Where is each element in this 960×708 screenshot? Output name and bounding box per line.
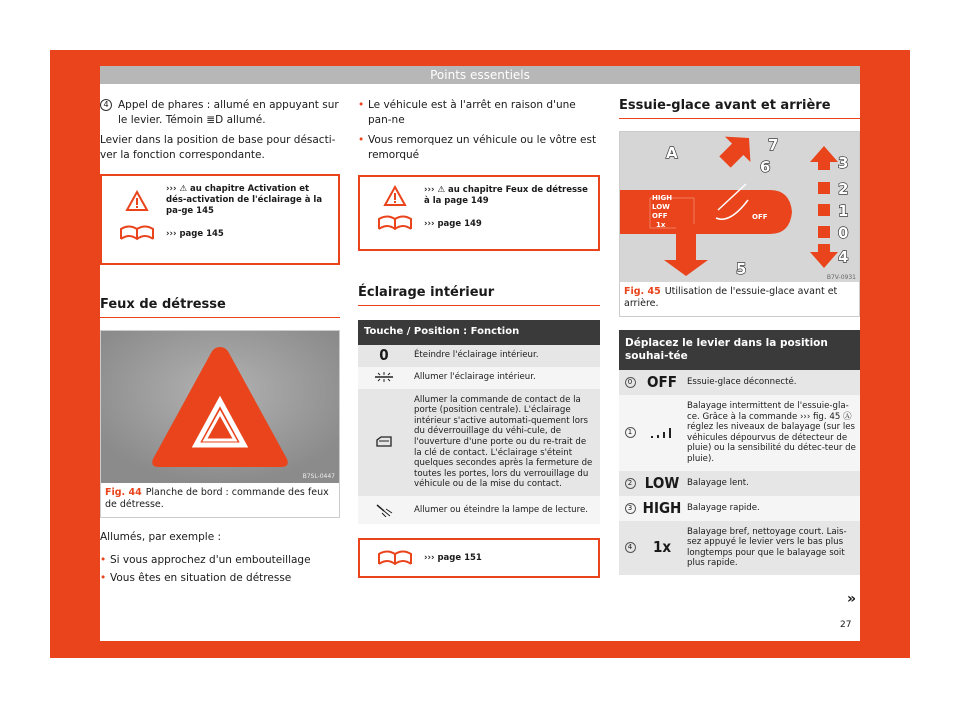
reference-box xyxy=(358,538,600,578)
section-title: Feux de détresse xyxy=(100,297,340,318)
row-number: 4 xyxy=(619,521,641,575)
table-cell: Essuie-glace déconnecté. xyxy=(683,370,860,395)
table-row xyxy=(358,389,600,496)
high-icon: HIGH xyxy=(641,496,683,521)
page-header: Points essentiels xyxy=(100,66,860,84)
table-row xyxy=(619,395,860,471)
book-row xyxy=(366,213,592,235)
fig-caption-text: Planche de bord : commande des feux de détresse. xyxy=(105,487,329,510)
fig-lever-text: 1x xyxy=(656,221,666,229)
book-icon xyxy=(366,548,424,570)
page-number: 27 xyxy=(840,620,852,630)
table-row xyxy=(619,370,860,395)
book-row xyxy=(366,548,592,570)
table-row xyxy=(358,367,600,389)
table-cell: Éteindre l'éclairage intérieur. xyxy=(410,345,600,367)
table-cell: Allumer l'éclairage intérieur. xyxy=(410,367,600,389)
table-cell: Balayage bref, nettoyage court. Lais-sez appuyé le levier vers le bas plus longtemps pour que le balayage soit plus rapide. xyxy=(683,521,860,575)
book-row xyxy=(108,223,332,245)
book-icon xyxy=(366,213,424,235)
column-2 xyxy=(358,98,600,578)
fig-label: 0 xyxy=(838,224,849,242)
fig-code: B7V-0931 xyxy=(826,274,856,281)
fig-caption-text: Utilisation de l'essuie-glace avant et arrière. xyxy=(624,286,838,309)
fig-number: Fig. 44 xyxy=(105,487,142,498)
column-1 xyxy=(100,98,340,586)
wiper-figure xyxy=(620,132,859,282)
fig-label: 4 xyxy=(838,248,849,266)
continue-marker: » xyxy=(847,591,857,607)
fig-label: 6 xyxy=(760,158,771,176)
table-row xyxy=(619,496,860,521)
bullet-list xyxy=(358,98,600,163)
table-cell: Allumer ou éteindre la lampe de lecture. xyxy=(410,496,600,524)
row-number: 1 xyxy=(619,395,641,471)
fig-label: A xyxy=(666,144,678,162)
figure-45 xyxy=(619,131,860,317)
fig-code: B7SL-0447 xyxy=(302,473,335,480)
item-4 xyxy=(100,98,340,127)
fig-label: 5 xyxy=(736,260,747,278)
warning-box xyxy=(100,174,340,265)
door-icon xyxy=(358,389,410,496)
table-header: Déplacez le levier dans la position souhai-tée xyxy=(619,330,860,370)
column-3 xyxy=(619,98,860,575)
wiper-table xyxy=(619,330,860,575)
fig-label: 3 xyxy=(838,154,849,172)
row-number: 0 xyxy=(619,370,641,395)
examples-intro: Allumés, par exemple : xyxy=(100,531,222,543)
bullet-list xyxy=(100,553,340,586)
row-number: 2 xyxy=(619,471,641,496)
section-title: Éclairage intérieur xyxy=(358,285,600,306)
table-row xyxy=(358,345,600,367)
table-row xyxy=(619,521,860,575)
interval-icon xyxy=(641,395,683,471)
book-icon xyxy=(108,223,166,245)
item-number: 4 xyxy=(100,99,112,111)
fig-lever-text: OFF xyxy=(652,212,668,220)
fig-lever-text: HIGH xyxy=(652,194,673,202)
warning-triangle-icon xyxy=(366,185,424,207)
item-4-text: Appel de phares : allumé en appuyant sur le levier. Témoin ≣D allumé. xyxy=(118,99,339,126)
fig-label: 7 xyxy=(768,136,779,154)
fig-lever-text: OFF xyxy=(752,213,768,221)
fig-number: Fig. 45 xyxy=(624,286,661,297)
fig-label: 1 xyxy=(838,202,849,220)
fig-label: 2 xyxy=(838,180,849,198)
table-cell: Allumer la commande de contact de la porte (position centrale). L'éclairage intérieur s'active automati-quement lors du déverrouillage du véhi-cule, de l'ouverture d'une porte ou du re-trait de la clé de contact. L'éclairage s'éteint quelques secondes après la fermeture de toutes les portes, lors du verrouillage du véhicule ou de la mise du contact. xyxy=(410,389,600,496)
warning-ref[interactable]: ››› ⚠ au chapitre Activation et dés-activation de l'éclairage à la pa-ge 145 xyxy=(166,184,323,216)
book-ref[interactable]: ››› page 151 xyxy=(424,553,482,564)
list-item: • Vous êtes en situation de détresse xyxy=(100,571,340,586)
table-header: Touche / Position : Fonction xyxy=(358,320,600,345)
table-cell: Balayage rapide. xyxy=(683,496,860,521)
table-row xyxy=(358,496,600,524)
off-icon: OFF xyxy=(641,370,683,395)
figure-caption xyxy=(620,282,859,316)
low-icon: LOW xyxy=(641,471,683,496)
figure-44 xyxy=(100,330,340,518)
interior-light-table xyxy=(358,320,600,524)
table-row xyxy=(619,471,860,496)
warning-ref[interactable]: ››› ⚠ au chapitre Feux de détresse à la page 149 xyxy=(424,185,588,206)
fig-lever-text: LOW xyxy=(652,203,670,211)
book-ref[interactable]: ››› page 149 xyxy=(424,218,482,229)
lever-text: Levier dans la position de base pour désacti-ver la fonction correspondante. xyxy=(100,134,336,161)
section-title: Essuie-glace avant et arrière xyxy=(619,98,860,119)
book-ref[interactable]: ››› page 145 xyxy=(166,228,224,239)
warning-row xyxy=(108,184,332,217)
lamp-on-icon xyxy=(358,367,410,389)
table-cell: Balayage intermittent de l'essuie-gla-ce. Grâce à la commande ››› fig. 45 Ⓐ réglez les niveaux de balayage (sur les véhicules dépourvus de détecteur de pluie) ou la sensibilité du détec-teur de pluie). xyxy=(683,395,860,471)
list-item: • Si vous approchez d'un embouteillage xyxy=(100,553,340,568)
list-item: • Vous remorquez un véhicule ou le vôtre est remorqué xyxy=(358,133,600,163)
figure-caption xyxy=(101,483,339,517)
warning-box xyxy=(358,175,600,251)
warning-row xyxy=(366,185,592,207)
row-number: 3 xyxy=(619,496,641,521)
single-wipe-icon: 1x xyxy=(641,521,683,575)
hazard-figure xyxy=(101,331,339,483)
table-cell: Balayage lent. xyxy=(683,471,860,496)
reading-lamp-icon xyxy=(358,496,410,524)
warning-triangle-icon xyxy=(108,190,166,212)
zero-icon: 0 xyxy=(358,345,410,367)
list-item: • Le véhicule est à l'arrêt en raison d'une pan-ne xyxy=(358,98,600,128)
